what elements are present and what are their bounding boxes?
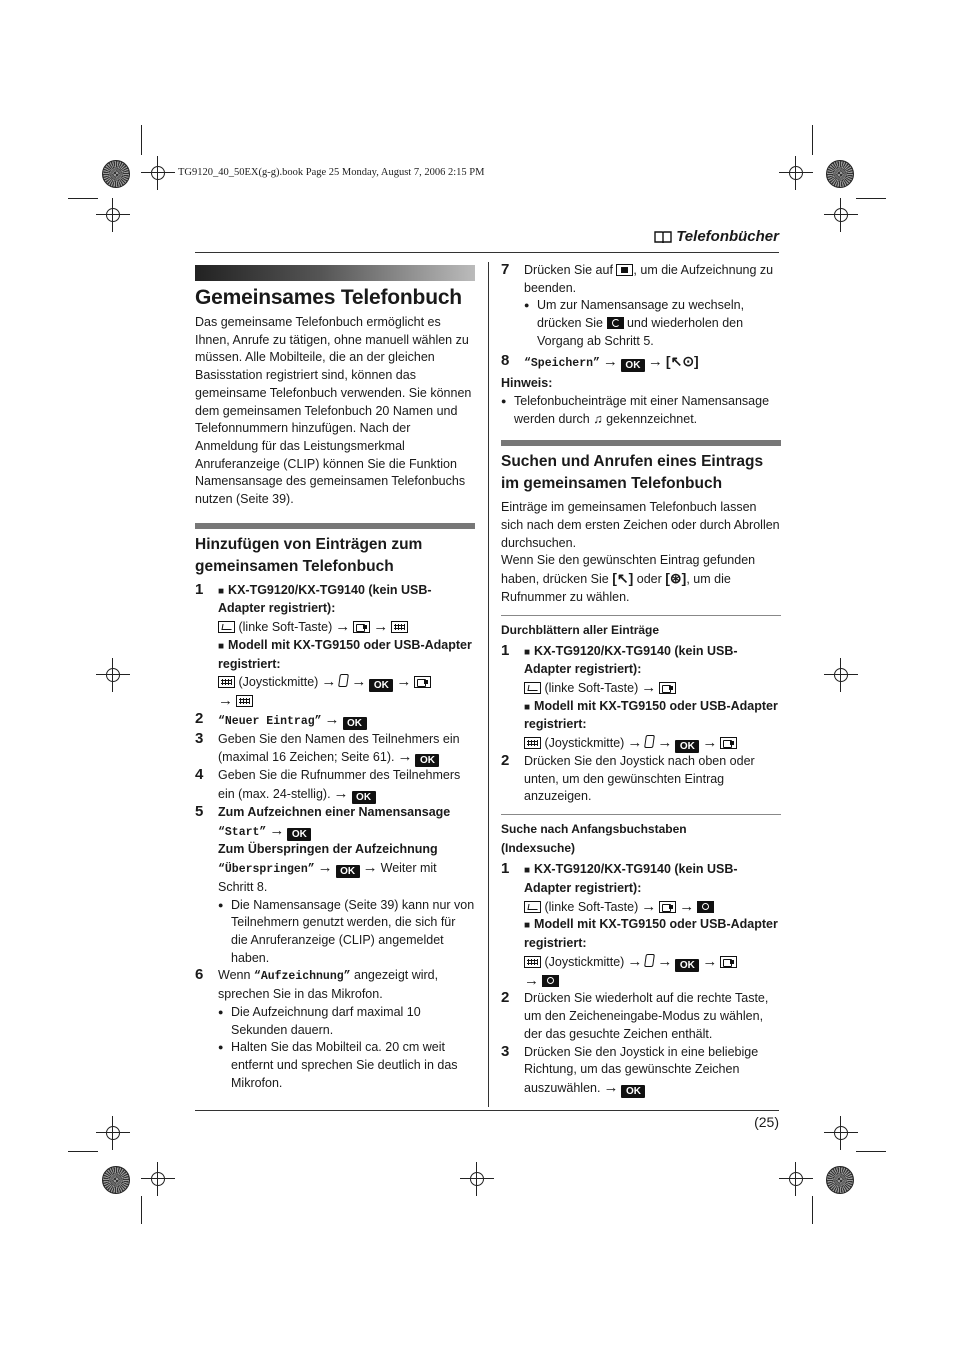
crop-line <box>812 125 813 155</box>
replay-key-icon <box>607 317 624 329</box>
save-code: “Speichern” <box>524 356 600 370</box>
joystick-label: (Joystickmitte) <box>238 675 319 690</box>
phonebook-icon <box>414 676 431 688</box>
registration-mark <box>96 658 130 692</box>
skip-code: “Überspringen” <box>218 863 315 877</box>
phonebook-icon <box>659 901 676 913</box>
voice-tag-icon: ♫ <box>593 411 603 426</box>
step-6 <box>195 967 475 1092</box>
step-6-pre: Wenn <box>218 968 251 983</box>
skip-tail: Weiter mit Schritt 8. <box>218 861 437 894</box>
step-4-text: Geben Sie die Rufnummer des Teilnehmers ein (max. 24-stellig). <box>218 768 461 802</box>
step-8: 8 “Speichern” → OK → [↖⊙] <box>501 351 699 371</box>
registration-mark <box>141 156 175 190</box>
phonebook-handset-icon <box>338 674 349 687</box>
step-7-note <box>524 297 781 350</box>
model-b-label: ■ Modell mit KX-TG9150 oder USB-Adapter registriert: <box>218 637 475 673</box>
phonebook-icon <box>720 956 737 968</box>
phonebook-icon <box>720 737 737 749</box>
step-number: 7 <box>501 261 510 278</box>
search-icon <box>542 975 559 987</box>
talk-key: [↖] <box>612 570 634 587</box>
soft-key-icon <box>218 621 235 633</box>
ok-key: OK <box>675 959 699 972</box>
soft-key-icon <box>524 901 541 913</box>
registration-mark <box>460 1162 494 1196</box>
step-1 <box>195 582 475 711</box>
note-post: gekennzeichnet. <box>606 411 698 426</box>
footer-rule <box>195 1110 779 1111</box>
soft-key-label: (linke Soft-Taste) <box>238 620 333 635</box>
step-4: 4 Geben Sie die Rufnummer des Teilnehmers ein (max. 24-stellig). → OK <box>195 766 461 804</box>
header-rule <box>195 252 779 253</box>
model-b-label: ■ Modell mit KX-TG9150 oder USB-Adapter registriert: <box>524 916 781 952</box>
ok-key: OK <box>343 717 367 730</box>
print-mark-disc <box>102 160 130 188</box>
joystick-label: (Joystickmitte) <box>544 954 625 969</box>
model-a-label: ■ KX-TG9120/KX-TG9140 (kein USB-Adapter registriert): <box>218 582 475 618</box>
index-title-b: (Indexsuche) <box>501 841 576 856</box>
step-6-note-1: ● Die Aufzeichnung darf maximal 10 Sekunden dauern. <box>218 1004 475 1039</box>
phonebook-handset-icon <box>644 954 655 967</box>
start-code: “Start” <box>218 825 267 839</box>
step-number: 1 <box>195 580 204 598</box>
step-number: 3 <box>195 729 204 747</box>
crop-line <box>141 1196 142 1224</box>
step-number: 2 <box>195 709 204 727</box>
step-7-note-pre: Um zur Namensansage zu wechseln, drücken Sie <box>537 298 745 331</box>
step-7-pre: Drücken Sie auf <box>524 263 613 277</box>
step-2: 2 “Neuer Eintrag” → OK <box>195 711 475 731</box>
step-7 <box>501 262 781 351</box>
search-intro-1: Einträge im gemeinsamen Telefonbuch lassen sich nach dem ersten Zeichen oder durch Abrollen durchsuchen. <box>501 500 780 550</box>
registration-mark <box>141 1162 175 1196</box>
page-number: (25) <box>754 1114 779 1130</box>
section-header-title: Telefonbücher <box>676 228 779 245</box>
rule <box>501 615 781 616</box>
step-number: 2 <box>501 989 510 1007</box>
browse-step-2-text: Drücken Sie den Joystick nach oben oder unten, um den gewünschten Eintrag anzuzeigen. <box>524 754 755 804</box>
crop-line <box>856 1151 886 1152</box>
registration-mark <box>824 1116 858 1150</box>
book-icon <box>654 230 672 244</box>
subsection-bar <box>195 523 475 529</box>
new-entry-code: “Neuer Eintrag” <box>218 714 322 728</box>
skip-label: Zum Überspringen der Aufzeichnung <box>218 842 438 857</box>
index-step-3: 3 Drücken Sie den Joystick in eine beliebige Richtung, um das gewünschte Zeichen auszuwählen. → OK <box>501 1042 759 1097</box>
section-bar <box>195 265 475 281</box>
soft-key-label: (linke Soft-Taste) <box>544 680 639 695</box>
subsection-title-search: Suchen und Anrufen eines Eintrags im gemeinsamen Telefonbuch <box>501 453 764 493</box>
phonebook-handset-icon <box>644 735 655 748</box>
recording-code: “Aufzeichnung” <box>253 970 351 984</box>
menu-icon <box>391 621 408 633</box>
step-5-note: ● Die Namensansage (Seite 39) kann nur von Teilnehmern genutzt werden, die sich für die Anruferanzeige (CLIP) angemeldet haben. <box>218 897 475 968</box>
step-number: 1 <box>501 641 510 659</box>
browse-step-1: 1 ■ KX-TG9120/KX-TG9140 (kein USB-Adapter registriert): (linke Soft-Taste) → ■ Modell mit KX-TG9150 oder USB-Adapter registriert: (Joystickmitte) → → OK → <box>501 643 781 754</box>
step-number: 5 <box>195 803 204 821</box>
left-column <box>195 265 475 1092</box>
menu-icon <box>236 695 253 707</box>
ok-key: OK <box>352 791 376 804</box>
column-divider <box>488 262 489 1107</box>
step-number: 4 <box>195 766 204 784</box>
note-title: Hinweis: <box>501 376 553 391</box>
ok-key: OK <box>621 1085 645 1098</box>
search-intro-2 <box>501 552 781 606</box>
print-mark-disc <box>102 1166 130 1194</box>
registration-mark <box>824 658 858 692</box>
ok-key: OK <box>369 679 393 692</box>
intro-paragraph: Das gemeinsame Telefonbuch ermöglicht es Ihnen, Anrufe zu tätigen, ohne manuell wählen zu müssen. Alle Mobilteile, die an der gleichen Basisstation registriert sind, können das gemeinsame Telefonbuch verwenden. Sie können dem gemeinsamen Telefonbuch 20 Namen und Telefonnummern hinzufügen. Nach der Anmeldung für das Leistungsmerkmal Anruferanzeige (CLIP) können Sie die Funktion Namensansage des gemeinsamen Telefonbuchs nutzen (Seite 39). <box>195 315 472 507</box>
model-a-keys: (linke Soft-Taste) → → <box>218 618 475 637</box>
index-step-1: 1 ■ KX-TG9120/KX-TG9140 (kein USB-Adapter registriert): (linke Soft-Taste) → → ■ Modell mit KX-TG9150 oder USB-Adapter registriert: (Joystickmitte) → → OK → → <box>501 861 781 990</box>
off-key: [↖⊙] <box>665 352 699 369</box>
phonebook-icon <box>353 621 370 633</box>
note-pre: Telefonbucheinträge mit einer Namensansage werden durch <box>514 393 770 426</box>
ok-key: OK <box>415 754 439 767</box>
print-mark-disc <box>826 160 854 188</box>
ok-key: OK <box>675 740 699 753</box>
search-icon <box>697 901 714 913</box>
menu-icon <box>524 956 541 968</box>
intro2-post: , um die Rufnummer zu wählen. <box>501 572 731 604</box>
phonebook-icon <box>659 682 676 694</box>
index-title <box>501 820 781 858</box>
step-3-text: Geben Sie den Namen des Teilnehmers ein (maximal 16 Zeichen; Seite 61). <box>218 731 460 765</box>
right-column <box>501 262 781 1098</box>
menu-icon <box>524 737 541 749</box>
page-title: Gemeinsames Telefonbuch <box>195 286 462 309</box>
model-a-label: ■ KX-TG9120/KX-TG9140 (kein USB-Adapter registriert): <box>524 861 781 897</box>
index-step-2-text: Drücken Sie wiederholt auf die rechte Taste, um den Zeicheneingabe-Modus zu wählen, der das gesuchte Zeichen enthält. <box>524 991 769 1041</box>
step-6-post: angezeigt wird, sprechen Sie in das Mikrofon. <box>218 968 439 1002</box>
step-5: 5 Zum Aufzeichnen einer Namensansage “Start” → OK Zum Überspringen der Aufzeichnung “Überspringen” → OK → Weiter mit Schritt 8. ● Die Namensansage (Seite 39) kann nur von Teilnehmern genutzt werden, die sich für die Anruferanzeige (CLIP) angemeldet haben. <box>195 804 475 967</box>
book-meta-line: TG9120_40_50EX(g-g).book Page 25 Monday, August 7, 2006 2:15 PM <box>178 167 485 178</box>
registration-mark <box>96 198 130 232</box>
step-7-note-post: und wiederholen den Vorgang ab Schritt 5. <box>537 316 744 348</box>
crop-line <box>68 1151 98 1152</box>
step-number: 2 <box>501 752 510 770</box>
soft-key-icon <box>524 682 541 694</box>
registration-mark <box>96 1116 130 1150</box>
registration-mark <box>779 156 813 190</box>
crop-line <box>68 198 98 199</box>
model-b-label: ■ Modell mit KX-TG9150 oder USB-Adapter registriert: <box>524 698 781 734</box>
crop-line <box>812 1196 813 1224</box>
stop-key-icon <box>616 264 633 276</box>
model-b-keys: (Joystickmitte) → → OK → → <box>218 673 475 711</box>
subsection-title-add: Hinzufügen von Einträgen zum gemeinsamen Telefonbuch <box>195 535 423 575</box>
crop-line <box>856 198 886 199</box>
joystick-label: (Joystickmitte) <box>544 736 625 751</box>
step-number: 8 <box>501 351 510 369</box>
subsection-bar <box>501 440 781 446</box>
step-3: 3 Geben Sie den Namen des Teilnehmers ein (maximal 16 Zeichen; Seite 61). → OK <box>195 729 460 767</box>
speaker-key: [⊛] <box>665 570 687 587</box>
note-text <box>501 393 781 428</box>
step-number: 6 <box>195 966 204 984</box>
step-7-post: , um die Aufzeichnung zu beenden. <box>524 263 774 295</box>
ok-key: OK <box>287 828 311 841</box>
rule <box>501 814 781 815</box>
section-header <box>654 228 779 245</box>
step-number: 1 <box>501 860 510 878</box>
step-number: 3 <box>501 1042 510 1060</box>
index-step-2 <box>501 990 781 1043</box>
intro2-or: oder <box>636 572 662 587</box>
crop-line <box>141 125 142 155</box>
print-mark-disc <box>826 1166 854 1194</box>
record-label: Zum Aufzeichnen einer Namensansage <box>218 805 451 820</box>
ok-key: OK <box>336 865 360 878</box>
menu-icon <box>218 676 235 688</box>
model-a-label: ■ KX-TG9120/KX-TG9140 (kein USB-Adapter registriert): <box>524 643 781 679</box>
index-title-a: Suche nach Anfangsbuchstaben <box>501 822 687 837</box>
browse-step-2 <box>501 753 781 806</box>
registration-mark <box>779 1162 813 1196</box>
browse-title: Durchblättern aller Einträge <box>501 622 660 637</box>
intro2-pre: Wenn Sie den gewünschten Eintrag gefunden haben, drücken Sie <box>501 553 756 587</box>
ok-key: OK <box>621 359 645 372</box>
soft-key-label: (linke Soft-Taste) <box>544 899 639 914</box>
step-6-note-2: ● Halten Sie das Mobilteil ca. 20 cm weit entfernt und sprechen Sie deutlich in das Mikrofon. <box>218 1039 475 1092</box>
index-step-3-text: Drücken Sie den Joystick in eine beliebige Richtung, um das gewünschte Zeichen auszuwählen. <box>524 1044 759 1095</box>
registration-mark <box>824 198 858 232</box>
